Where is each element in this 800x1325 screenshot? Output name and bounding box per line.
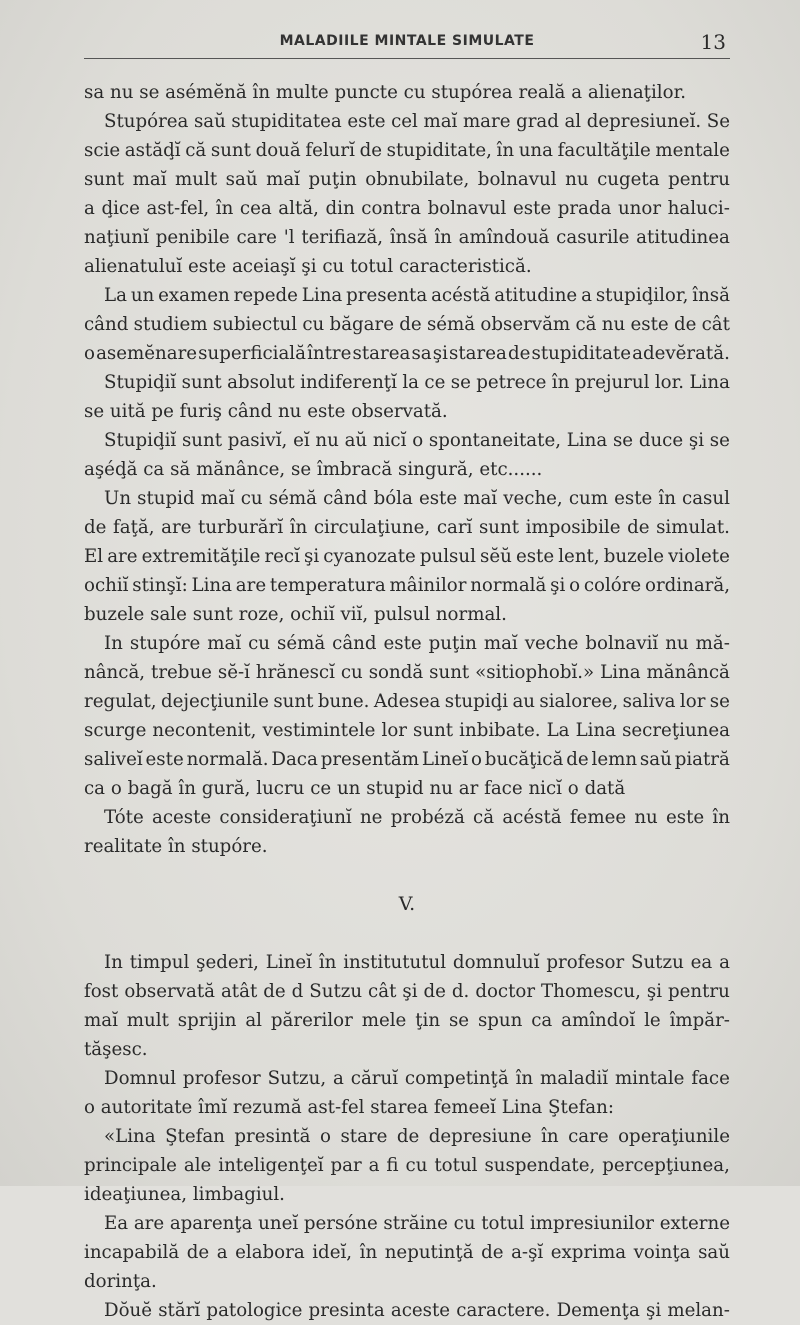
text-line: Stupiḑiĭ sunt absolut indiferenţĭ la ce se petrece în prejurul lor. Lina [104,372,730,393]
header-rule [84,58,730,59]
text-line: Stupiḑiĭ sunt pasivĭ, eĭ nu aŭ nicĭ o spontaneitate, Lina se duce şi se [104,430,730,451]
text-line: scie astăḑĭ că sunt două felurĭ de stupiditate, în una facultăţile mentale [84,140,730,161]
section-gap-top [84,861,730,890]
text-line: ochiĭ stinşĭ: Lina are temperatura mâinilor normală şi o colóre ordinară, [84,575,730,596]
text-line: Ea are aparenţa uneĭ persóne străine cu totul impresiunilor externe [104,1213,730,1234]
text-line: In stupóre maĭ cu sémă când este puţin maĭ veche bolnaviĭ nu mă- [104,633,730,654]
text-block-1 [84,78,730,861]
text-line: nâncă, trebue sĕ-ĭ hrănescĭ cu sondă sunt «sitiophobĭ.» Lina mănâncă [84,662,730,683]
text-line: saliveĭ este normală. Daca presentăm Lineĭ o bucăţică de lemn saŭ piatră [84,749,730,770]
text-line: principale ale inteligenţeĭ par a fi cu totul suspendate, percepţiunea, [84,1155,730,1176]
text-line: In timpul şederi, Lineĭ în institututul domnuluĭ profesor Sutzu ea a [104,952,730,973]
text-line: sunt maĭ mult saŭ maĭ puţin obnubilate, bolnavul nu cugeta pentru [84,169,730,190]
page-number: 13 [700,30,726,54]
body-text [84,78,730,1325]
text-line: a ḑice ast-fel, în cea altă, din contra bolnavul este prada unor haluci- [84,198,730,219]
text-line: realitate în stupóre. [84,836,268,857]
text-line: când studiem subiectul cu băgare de sémă observăm că nu este de cât [84,314,730,335]
text-line: Domnul profesor Sutzu, a căruĭ competinţă în maladiĭ mintale face [104,1068,730,1089]
text-line: aşéḑă ca să mănânce, se îmbracă singură, etc...... [84,459,543,480]
text-line: buzele sale sunt roze, ochiĭ viĭ, pulsul normal. [84,604,507,625]
text-line: alienatuluĭ este aceiaşĭ şi cu totul caracteristică. [84,256,532,277]
text-line: El are extremităţile recĭ şi cyanozate pulsul sĕŭ este lent, buzele violete [84,546,730,567]
text-line: naţiunĭ penibile care 'l terifiază, însă în amîndouă casurile atitudinea [84,227,730,248]
text-line: sa nu se asémĕnă în multe puncte cu stupórea reală a alienaţilor. [84,82,687,103]
text-line: se uită pe furiş când nu este observată. [84,401,448,422]
text-line: fost observată atât de d Sutzu cât şi de d. doctor Thomescu, şi pentru [84,981,730,1002]
running-header [84,30,730,60]
running-title: MALADIILE MINTALE SIMULATE [279,33,535,49]
text-line: incapabilă de a elabora ideĭ, în neputinţă de a-şĭ exprima voinţa saŭ [84,1242,730,1263]
text-line: Un stupid maĭ cu sémă când bóla este maĭ veche, cum este în casul [104,488,730,509]
section-heading: V. [398,893,416,915]
text-line: maĭ mult sprijin al părerilor mele ţin se spun ca amîndoĭ le împăr- [84,1010,730,1031]
text-block-2 [84,948,730,1325]
text-line: o autoritate îmĭ rezumă ast-fel starea femeeĭ Lina Ştefan: [84,1097,614,1118]
text-line: «Lina Ştefan presintă o stare de depresiune în care operaţiunile [104,1126,730,1147]
text-line: o asemĕnare superficială între starea sa şi starea de stupiditate adevĕrată. [84,343,730,364]
text-line: regulat, dejecţiunile sunt bune. Adesea stupiḑi au sialoree, saliva lor se [84,691,730,712]
text-line: ideaţiunea, limbagiul. [84,1184,285,1205]
text-line: Tóte aceste consideraţiunĭ ne probéză că acéstă femee nu este în [104,807,730,828]
text-line: Dŏuĕ stărĭ patologice presinta aceste caractere. Demenţa şi melan- [104,1300,730,1321]
text-line: de faţă, are turburărĭ în circulaţiune, carĭ sunt imposibile de simulat. [84,517,730,538]
text-line: ca o bagă în gură, lucru ce un stupid nu ar face nicĭ o dată [84,778,626,799]
text-line: scurge necontenit, vestimintele lor sunt inbibate. La Lina secreţiunea [84,720,730,741]
text-line: Stupórea saŭ stupiditatea este cel maĭ mare grad al depresiuneĭ. Se [104,111,730,132]
text-line: La un examen repede Lina presenta acéstă atitudine a stupiḑilor, însă [104,285,730,306]
section-gap-bottom [84,919,730,948]
text-line: tăşesc. [84,1039,148,1060]
text-line: dorinţa. [84,1271,157,1292]
